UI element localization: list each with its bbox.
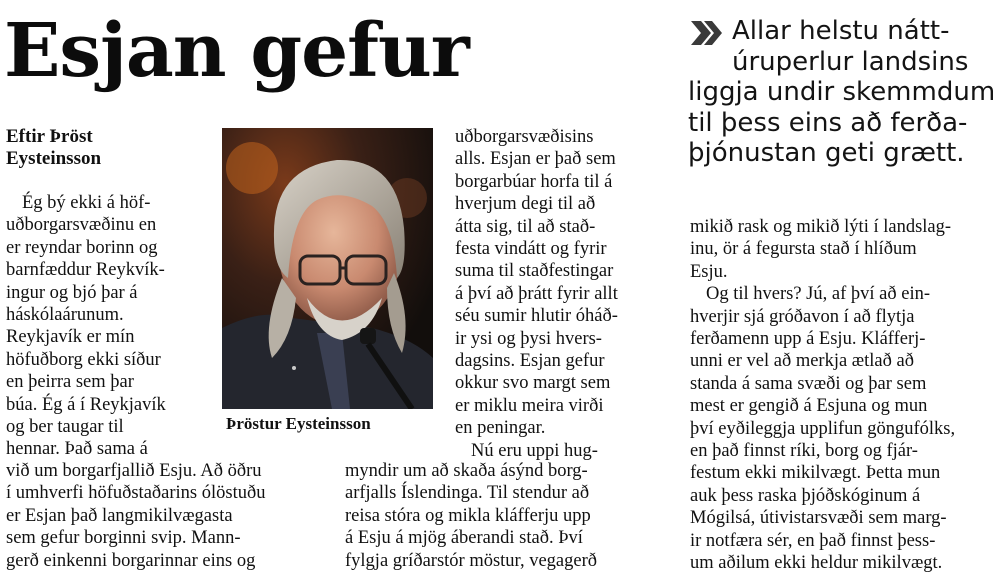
text-line: átta sig, til að stað- (455, 216, 596, 237)
column-1-text (6, 192, 166, 461)
portrait-photo (222, 128, 433, 409)
text-line: okkur svo margt sem (455, 373, 611, 394)
text-line: gerð einkenni borgarinnar eins og (6, 550, 256, 571)
portrait-photo-image (222, 128, 433, 409)
text-line: um aðilum ekki heldur mikilvægt. (690, 553, 943, 574)
photo-caption: Þröstur Eysteinsson (226, 414, 371, 433)
text-line: hverjir sjá gróðavon í að flytja (690, 306, 915, 327)
text-line: Og til hvers? Jú, af því að ein- (706, 284, 930, 305)
text-line: arfjalls Íslendinga. Til stendur að (345, 483, 590, 504)
text-line: fylgja gríðarstór möstur, vegagerð (345, 550, 598, 571)
text-line: barnfæddur Reykvík- (6, 260, 165, 281)
byline-line: Eftir Þröst (6, 126, 93, 147)
text-line: dagsins. Esjan gefur (455, 351, 605, 372)
text-line: ir notfæra sér, en það finnst þess- (690, 530, 936, 551)
text-line: í umhverfi höfuðstaðarins ólöstuðu (6, 483, 266, 504)
headline: Esjan gefur (4, 8, 469, 94)
text-line: háskólaárunum. (6, 305, 124, 326)
column-3-text (690, 216, 955, 575)
byline-line: Eysteinsson (6, 148, 102, 169)
text-line: alls. Esjan er það sem (455, 149, 616, 170)
text-line: myndir um að skaða ásýnd borg- (345, 461, 588, 481)
text-line: borgarbúar horfa til á (455, 171, 613, 192)
text-line: búa. Ég á í Reykjavík (6, 394, 166, 415)
text-line: mest er gengið á Esjuna og mun (690, 396, 928, 417)
text-line: ir ysi og þysi hvers- (455, 328, 602, 349)
text-line: og ber taugar til (6, 417, 124, 438)
text-line: Nú eru uppi hug- (471, 440, 598, 461)
pull-quote-line: liggja undir skemmdum (688, 77, 996, 107)
text-line: auk þess raska þjóðskóginum á (690, 485, 921, 506)
pull-quote-line: Allar helstu nátt- (732, 16, 950, 46)
text-line: ingur og bjó þar á (6, 282, 138, 303)
text-line: Mógilsá, útivistarsvæði sem marg- (690, 508, 947, 529)
text-line: en peningar. (455, 418, 546, 439)
column-2-continued-text (345, 460, 597, 572)
text-line: inu, ör á fegursta stað í hlíðum (690, 239, 917, 260)
text-line: suma til staðfestingar (455, 261, 614, 282)
text-line: Esju. (690, 261, 728, 282)
byline (6, 126, 206, 170)
text-line: en þeirra sem þar (6, 372, 134, 393)
text-line: festa vindátt og fyrir (455, 239, 607, 260)
text-line: því eyðileggja upplifun göngufólks, (690, 418, 956, 439)
column-1-continued-text (6, 460, 265, 572)
text-line: uðborgarsvæðisins (455, 127, 594, 147)
text-line: höfuðborg ekki síður (6, 349, 161, 370)
text-line: standa á sama svæði og þar sem (690, 373, 927, 394)
text-line: unni er vel að merkja ætlað að (690, 351, 914, 372)
text-line: ferðamenn upp á Esju. Kláfferj- (690, 329, 926, 350)
text-line: mikið rask og mikið lýti í landslag- (690, 217, 952, 237)
text-line: Reykjavík er mín (6, 327, 135, 348)
text-line: reisa stóra og mikla kláfferju upp (345, 505, 591, 526)
text-line: en það finnst ríki, borg og fjár- (690, 441, 918, 462)
column-2-text (455, 126, 618, 462)
text-line: er Esjan það langmikilvægasta (6, 505, 233, 526)
text-line: á því að þrátt fyrir allt (455, 283, 618, 304)
text-line: er reyndar borinn og (6, 237, 158, 258)
text-line: Ég bý ekki á höf- (22, 193, 151, 213)
pull-quote (688, 16, 998, 169)
pull-quote-line: þjónustan geti grætt. (688, 138, 965, 168)
text-line: sem gefur borginni svip. Mann- (6, 528, 241, 549)
text-line: festum ekki mikilvægt. Þetta mun (690, 463, 941, 484)
text-line: hennar. Það sama á (6, 439, 148, 460)
text-line: á Esju á mjög áberandi stað. Því (345, 528, 583, 549)
text-line: hverjum degi til að (455, 194, 596, 215)
text-line: við um borgarfjallið Esju. Að öðru (6, 461, 262, 481)
pull-quote-line: til þess eins að ferða- (688, 107, 968, 138)
text-line: séu sumir hlutir óháð- (455, 306, 618, 327)
text-line: er miklu meira virði (455, 395, 604, 416)
text-line: uðborgarsvæðinu en (6, 215, 157, 236)
pull-quote-line: úruperlur landsins (732, 46, 969, 77)
